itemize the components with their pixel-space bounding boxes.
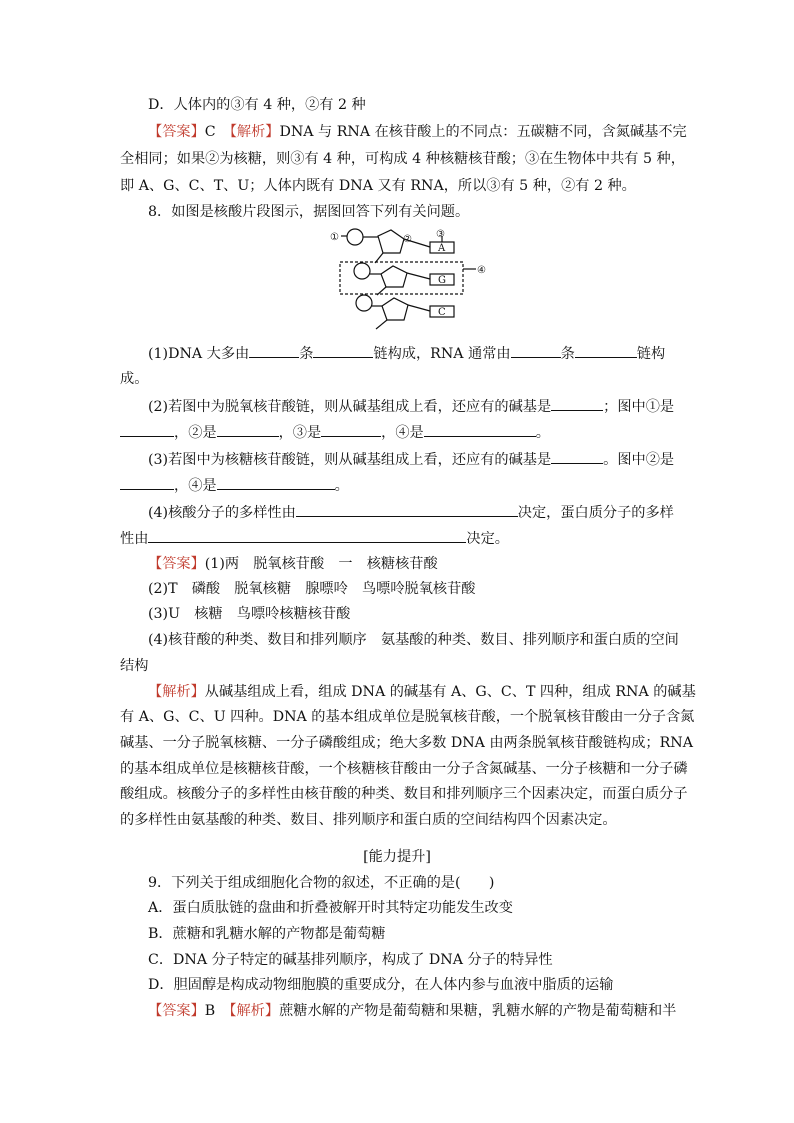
q8-part-2-cont	[120, 422, 550, 442]
label-1: ①	[330, 232, 339, 243]
text: ，③是	[278, 425, 322, 441]
q8-answer-line: (2)T 磷酸 脱氧核糖 腺嘌呤 鸟嘌呤脱氧核苷酸	[148, 581, 476, 597]
text: ，④是	[381, 425, 424, 441]
q8-part-4	[148, 502, 674, 522]
q8-part-1	[148, 343, 665, 363]
q8-part-3-cont	[120, 475, 349, 495]
text: ，④是	[174, 478, 217, 494]
answer-blank[interactable]	[120, 422, 174, 437]
q8-answer-line	[148, 554, 438, 574]
answer-blank[interactable]	[321, 422, 381, 437]
label-2: ②	[403, 234, 412, 245]
answer-blank[interactable]	[296, 502, 518, 517]
text: 。	[535, 425, 550, 441]
explanation-label: 【解析】	[229, 124, 280, 140]
phosphate-circle	[354, 263, 370, 279]
q8-answer-line: 结构	[120, 658, 149, 674]
text: (1)DNA 大多由	[148, 346, 250, 362]
q7-explanation-line: 全相同；如果②为核糖，则③有 4 种，可构成 4 种核糖核苷酸；③在生物体中共有 5 种，	[120, 151, 685, 167]
q7-answer-line	[148, 122, 687, 142]
q8-explanation-line	[148, 682, 696, 702]
text: (3)若图中为核糖核苷酸链，则从碱基组成上看，还应有的碱基是	[148, 452, 552, 468]
text: 链构	[636, 346, 666, 362]
text: 性由	[120, 531, 149, 547]
q7-explanation-line: 即 A、G、C、T、U；人体内既有 DNA 又有 RNA，所以③有 5 种，②有 2 种。	[120, 178, 636, 194]
phosphate-circle	[356, 295, 372, 311]
q8-explanation-line: 的基本组成单位是核糖核苷酸，一个核糖核苷酸由一分子含氮碱基、一分子核糖和一分子磷	[120, 761, 688, 777]
text: 链构成，RNA 通常由	[373, 346, 511, 362]
answer-blank[interactable]	[511, 343, 561, 358]
q9-option-d: D．胆固醇是构成动物细胞膜的重要成分，在人体内参与血液中脂质的运输	[148, 977, 614, 993]
q9-stem: 9．下列关于组成细胞化合物的叙述，不正确的是( )	[148, 875, 495, 891]
answer-value: B	[204, 1003, 216, 1019]
text: 条	[560, 346, 575, 362]
text: 决定。	[466, 531, 509, 547]
answer-label: 【答案】	[148, 124, 205, 140]
q8-part-1-cont: 成。	[120, 371, 149, 387]
label-3: ③	[436, 229, 445, 240]
text: 决定，蛋白质分子的多样	[517, 505, 674, 521]
section-heading: [能力提升]	[363, 849, 431, 865]
answer-value: C	[204, 124, 216, 140]
base-c: C	[438, 307, 446, 318]
explanation-label: 【解析】	[229, 1003, 280, 1019]
text: (2)若图中为脱氧核苷酸链，则从碱基组成上看，还应有的碱基是	[148, 399, 552, 415]
q9-answer-line	[148, 1001, 676, 1021]
answer-blank[interactable]	[551, 396, 603, 411]
phosphate-circle	[347, 229, 363, 245]
q7-option-d: D．人体内的③有 4 种，②有 2 种	[148, 97, 366, 113]
answer-label: 【答案】	[148, 1003, 205, 1019]
text: (4)核酸分子的多样性由	[148, 505, 296, 521]
q8-part-3	[148, 449, 674, 469]
pentose-pentagon	[381, 266, 407, 287]
q9-option-c: C．DNA 分子特定的碱基排列顺序，构成了 DNA 分子的特异性	[148, 952, 553, 968]
explanation-text: 蔗糖水解的产物是葡萄糖和果糖，乳糖水解的产物是葡萄糖和半	[279, 1003, 677, 1019]
answer-label: 【答案】	[148, 556, 205, 572]
answer-blank[interactable]	[148, 528, 466, 543]
answer-blank[interactable]	[313, 343, 373, 358]
answer-blank[interactable]	[249, 343, 299, 358]
base-g: G	[438, 275, 446, 286]
answer-text: (1)两 脱氧核苷酸 一 核糖核苷酸	[204, 556, 438, 572]
q8-answer-line: (3)U 核糖 鸟嘌呤核糖核苷酸	[148, 606, 351, 622]
explanation-label: 【解析】	[148, 684, 205, 700]
text: ；图中①是	[603, 399, 675, 415]
q8-explanation-line: 有 A、G、C、U 四种。DNA 的基本组成单位是脱氧核苷酸，一个脱氧核苷酸由一分子含氮	[120, 709, 695, 725]
answer-blank[interactable]	[217, 475, 335, 490]
label-4: ④	[477, 265, 486, 276]
q8-explanation-line: 的多样性由氨基酸的种类、数目、排列顺序和蛋白质的空间结构四个因素决定。	[120, 812, 617, 828]
base-a: A	[438, 243, 446, 254]
answer-blank[interactable]	[424, 422, 536, 437]
q8-answer-line: (4)核苷酸的种类、数目和排列顺序 氨基酸的种类、数目、排列顺序和蛋白质的空间	[148, 632, 679, 648]
answer-blank[interactable]	[120, 475, 174, 490]
text: 。图中②是	[603, 452, 675, 468]
text: ，②是	[174, 425, 217, 441]
pentose-pentagon	[378, 230, 404, 253]
explanation-text: 从碱基组成上看，组成 DNA 的碱基有 A、G、C、T 四种，组成 RNA 的碱基	[204, 684, 696, 700]
text: 。	[334, 478, 349, 494]
q9-option-b: B．蔗糖和乳糖水解的产物都是葡萄糖	[148, 926, 386, 942]
q8-part-2	[148, 396, 674, 416]
q9-option-a: A．蛋白质肽链的盘曲和折叠被解开时其特定功能发生改变	[148, 900, 513, 916]
nucleotide-chain-figure	[330, 222, 500, 334]
q8-explanation-line: 酸组成。核酸分子的多样性由核苷酸的种类、数目和排列顺序三个因素决定，而蛋白质分子	[120, 786, 688, 802]
answer-blank[interactable]	[217, 422, 279, 437]
text: 条	[299, 346, 314, 362]
answer-blank[interactable]	[575, 343, 637, 358]
answer-blank[interactable]	[551, 449, 603, 464]
q8-stem: 8．如图是核酸片段图示，据图回答下列有关问题。	[148, 204, 470, 220]
q8-explanation-line: 碱基、一分子脱氧核糖、一分子磷酸组成；绝大多数 DNA 由两条脱氧核苷酸链构成；RNA	[120, 735, 693, 751]
q8-part-4-cont	[120, 528, 509, 548]
explanation-text: DNA 与 RNA 在核苷酸上的不同点：五碳糖不同，含氮碱基不完	[279, 124, 687, 140]
pentose-pentagon	[382, 298, 408, 320]
